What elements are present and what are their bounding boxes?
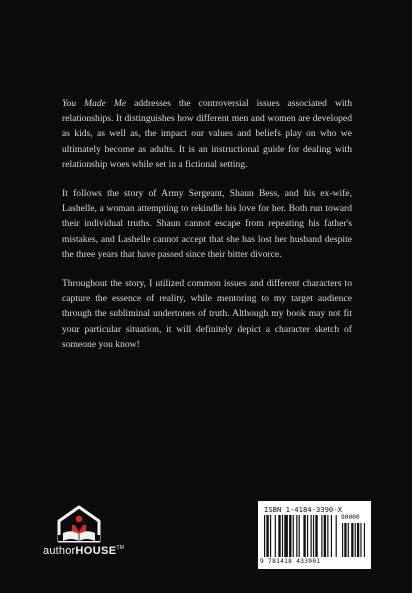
blurb-paragraph-1 (62, 96, 352, 172)
publisher-name (43, 545, 124, 557)
barcode-bar (282, 515, 283, 557)
blurb-paragraph-2: It follows the story of Army Sergeant, Shaun Bess, and his ex-wife, Lashelle, a woman attempting to rekindle his love for her. Both run toward their individual truths. Shaun cannot escape from repeating his father's mistakes, and Lashelle cannot accept that she has lost her husband despite the three years that have passed since their bitter divorce. (62, 188, 352, 260)
barcode-addon-digits: 90000 (341, 514, 360, 521)
barcode-bars (264, 515, 365, 557)
isbn-barcode (258, 501, 371, 569)
barcode-addon-bar (364, 523, 365, 557)
book-title: You Made Me (62, 98, 127, 109)
barcode-bar (270, 515, 271, 557)
barcode-bar (275, 515, 276, 557)
barcode-bar (324, 515, 326, 557)
barcode-bar (307, 515, 308, 557)
blurb-paragraph-1-text: addresses the controversial issues associated with relationships. It distinguishes how different men and women are developed as kids, as well as, the impact our values and beliefs play on who we ultimately become as adults. It is an instructional guide for dealing with relationship woes while set in a fictional setting. (62, 98, 352, 170)
blurb-paragraph-3: Throughout the story, I utilized common issues and different characters to capture the essence of reality, while mentoring to my target audience through the subliminal undertones of truth. Although my book may not fit your particular situation, it will definitely depict a character sketch of someone you know! (62, 278, 352, 350)
trademark-mark: TM (116, 545, 125, 551)
barcode-bar (313, 515, 314, 557)
barcode-bar (296, 515, 297, 557)
publisher-logo (43, 505, 125, 565)
barcode-bar (299, 515, 300, 557)
publisher-name-part1: author (43, 545, 76, 557)
isbn-label: ISBN 1-4184-3390-X (264, 505, 342, 514)
barcode-bar (278, 515, 280, 557)
barcode-bar (284, 515, 288, 557)
authorhouse-logo-icon (57, 505, 101, 543)
publisher-name-part2: HOUSE (75, 545, 117, 557)
barcode-bar (303, 515, 305, 557)
barcode-addon-bar (351, 523, 353, 557)
barcode-addon-bar (342, 523, 343, 557)
barcode-addon-bar (357, 523, 359, 557)
barcode-addon-bar (360, 523, 361, 557)
barcode-addon-bar (344, 523, 346, 557)
barcode-bar (336, 515, 337, 557)
barcode-bar (293, 515, 294, 557)
barcode-bar (327, 515, 328, 557)
book-blurb (62, 96, 352, 366)
barcode-digits: 9 781418 433901 (260, 558, 321, 565)
barcode-bar (266, 515, 268, 557)
barcode-bar (289, 515, 291, 557)
barcode-bar (321, 515, 322, 557)
barcode-bar (311, 515, 312, 557)
barcode-bar (331, 515, 332, 557)
barcode-addon-bar (348, 523, 349, 557)
barcode-bar (315, 515, 317, 557)
barcode-addon-bar (355, 523, 356, 557)
barcode-bar (264, 515, 265, 557)
